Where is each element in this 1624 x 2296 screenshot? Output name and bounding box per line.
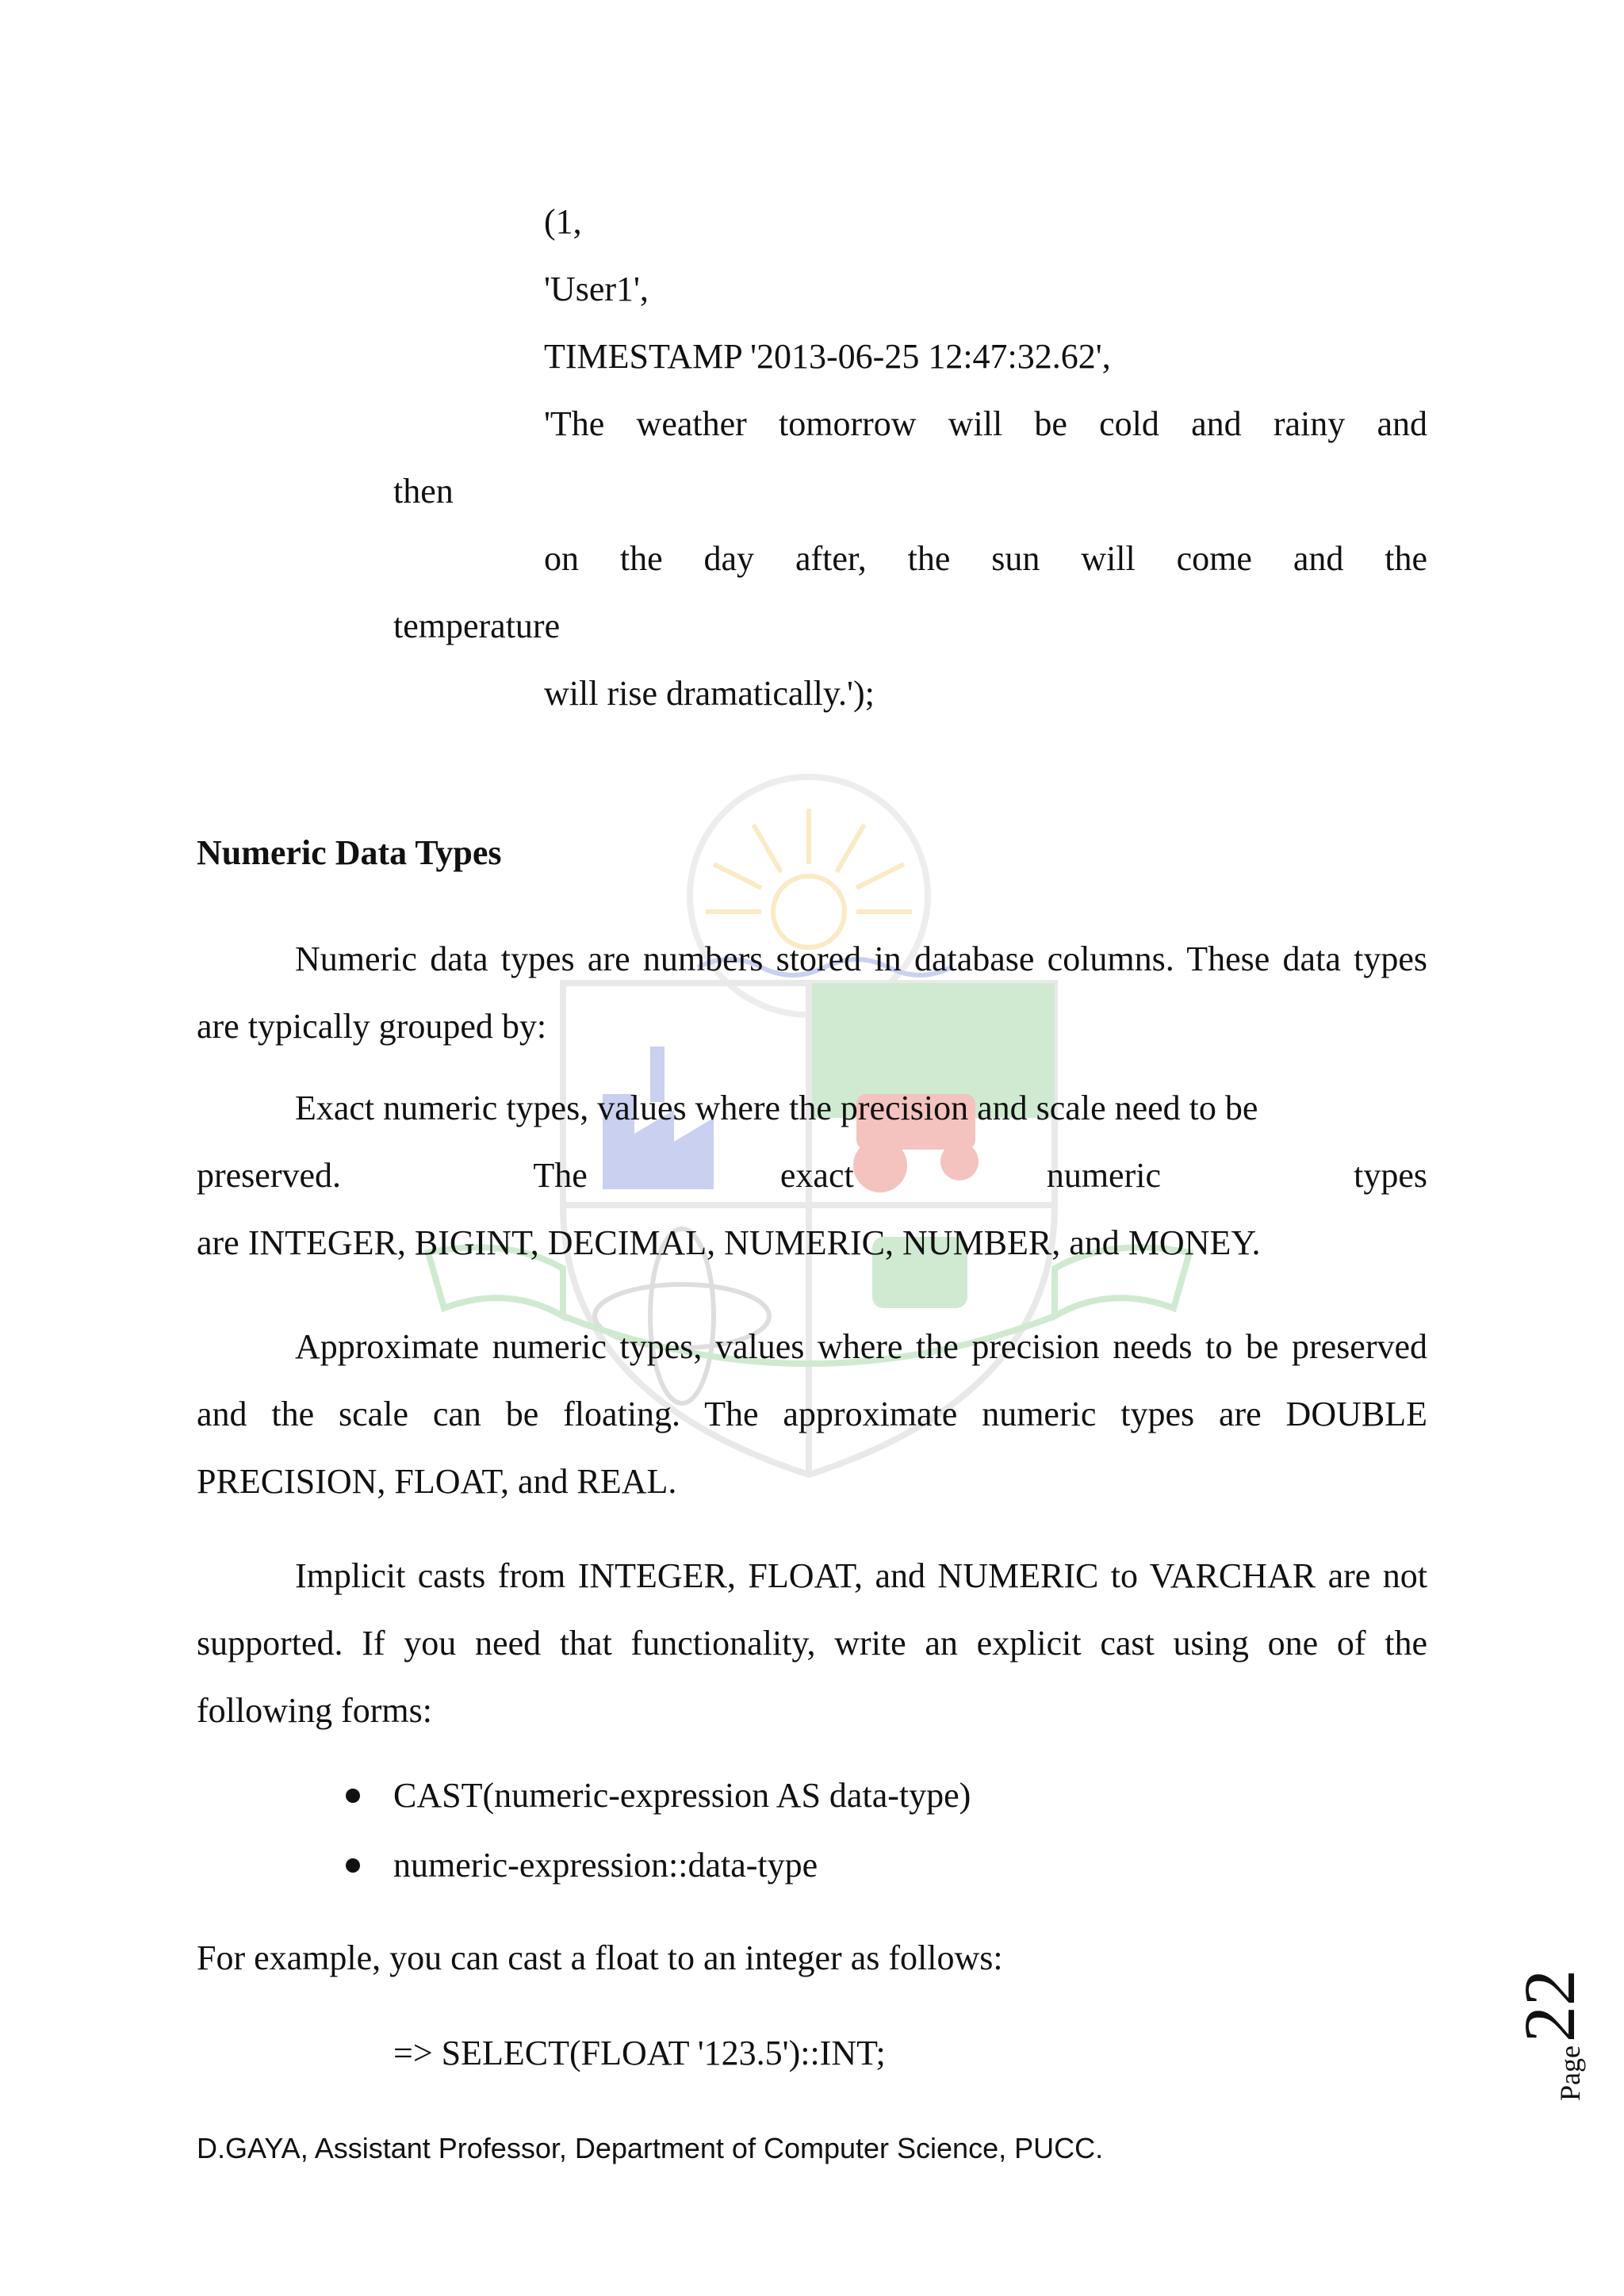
- code-line-6: on the day after, the sun will come and the: [544, 539, 1427, 578]
- page-label: Page: [1554, 2045, 1586, 2101]
- page-footer: D.GAYA, Assistant Professor, Department of Computer Science, PUCC.: [197, 2132, 1104, 2164]
- paragraph-approximate: Approximate numeric types, values where the precision needs to be preserved and the scale can be floating. The approximate numeric types are DOUBLE PRECISION, FLOAT, and REAL.: [197, 1327, 1427, 1501]
- bullet-item-2: numeric-expression::data-type: [393, 1846, 818, 1885]
- code-line-3: TIMESTAMP '2013-06-25 12:47:32.62',: [544, 337, 1111, 376]
- paragraph-intro: Numeric data types are numbers stored in database columns. These data types are typically grouped by:: [197, 939, 1427, 1046]
- code-line-8: will rise dramatically.');: [544, 674, 875, 713]
- code-line-1: (1,: [544, 202, 582, 241]
- bullet-marker: [346, 1789, 360, 1803]
- section-heading: Numeric Data Types: [197, 833, 502, 872]
- example-code: => SELECT(FLOAT '123.5')::INT;: [393, 2034, 886, 2072]
- code-line-4: 'The weather tomorrow will be cold and rainy and: [544, 404, 1427, 443]
- example-intro: For example, you can cast a float to an integer as follows:: [197, 1938, 1003, 1977]
- code-line-7: temperature: [393, 607, 561, 645]
- paragraph-exact-line-3: are INTEGER, BIGINT, DECIMAL, NUMERIC, NUMBER, and MONEY.: [197, 1223, 1261, 1262]
- page-number-block: [1491, 1958, 1590, 2101]
- paragraph-exact-line-1: Exact numeric types, values where the precision and scale need to be: [295, 1089, 1258, 1127]
- page-number: 22: [1509, 1969, 1590, 2043]
- paragraph-implicit-casts: Implicit casts from INTEGER, FLOAT, and NUMERIC to VARCHAR are not supported. If you need that functionality, write an explicit cast using one of the following forms:: [197, 1556, 1427, 1730]
- bullet-marker: [346, 1858, 360, 1873]
- bullet-item-1: CAST(numeric-expression AS data-type): [393, 1776, 971, 1815]
- code-line-2: 'User1',: [544, 270, 649, 308]
- code-line-5: then: [393, 472, 454, 511]
- paragraph-exact-line-2: preserved. The exact numeric types: [197, 1156, 1427, 1195]
